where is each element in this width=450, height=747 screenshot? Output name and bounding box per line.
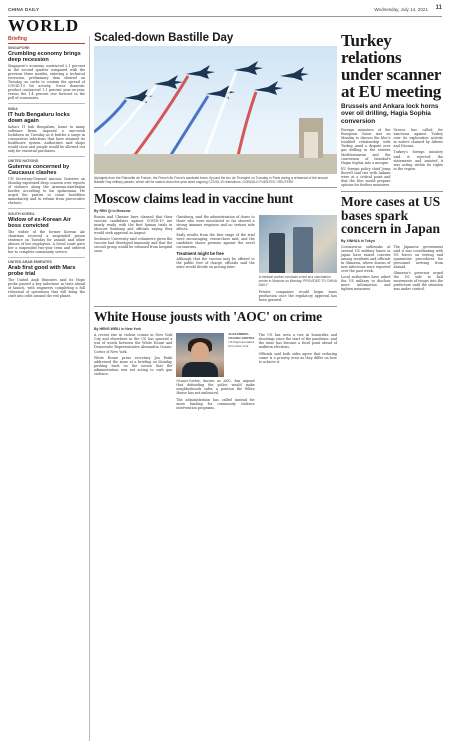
briefing-item	[8, 107, 85, 157]
moscow-subhead: Treatment might be free	[176, 250, 224, 256]
briefing-tag: Briefing	[8, 36, 85, 44]
briefing-headline: Crumbling economy brings deep recession	[8, 51, 81, 63]
paragraph: Local authorities have asked the US military to disclose more information and tighten measures.	[341, 275, 391, 292]
aoc-title: US Representative from New York	[228, 339, 255, 348]
whitehouse-body	[94, 333, 337, 411]
briefing-headline: Guterres concerned by Caucasus clashes	[8, 164, 70, 176]
briefing-divider	[8, 257, 85, 258]
whitehouse-byline: By HENG WEILI in New York	[94, 327, 141, 332]
photo-figure-body	[182, 362, 218, 377]
briefing-place: INDIA	[8, 106, 18, 111]
moscow-col-1	[94, 215, 172, 304]
page-number: 11	[435, 5, 442, 11]
briefing-place: UNITED NATIONS	[8, 159, 39, 163]
moscow-body	[94, 215, 337, 304]
briefing-body: The widow of the former Korean Air chairman received a suspended prison sentence on Tuesday for assault and other abuses of her employees. A Seoul court gave her a suspended two-year term and ordered her to complete community service.	[8, 229, 85, 254]
moscow-byline: By REN QI in Moscow	[94, 208, 131, 213]
briefing-item	[8, 212, 85, 258]
moscow-col-3	[259, 215, 337, 304]
aoc-name: ALEXANDRIA OCASIO-CORTEZ	[228, 332, 255, 341]
briefing-divider	[8, 156, 85, 157]
jets-photo	[94, 46, 337, 174]
briefing-divider	[8, 103, 85, 104]
paragraph: The US has seen a rise in homicides and shootings since the start of the pandemic, and the issue has become a focal point ahead of midterm elections.	[258, 333, 337, 350]
briefing-body: The United Arab Emirates said its Hope probe passed a key milestone in tests ahead of launch, with engineers completing a full rehearsal of operations that will bring the craft into orbit around the red planet.	[8, 278, 85, 298]
japan-byline: By XINHUA in Tokyo	[341, 238, 375, 243]
paragraph: Ocasio-Cortez, known as AOC, has argued that defunding the police would make neighborhoods safer, a position the White House has not embraced.	[176, 379, 255, 396]
briefing-body: Singapore's economy contracted 2.1 percent in the second quarter compared with the previous three months, entering a technical recession, preliminary data showed on Tuesday, as curbs to contain the spread of COVID-19 hit activity. Gross domestic product contracted 1.1 percent year-on-year, versus the 1.4 percent rise forecast in the poll of economists.	[8, 64, 85, 100]
japan-col-1	[341, 245, 391, 294]
turkey-col-2	[394, 128, 444, 189]
briefing-headline: Arab first good with Mars probe trial	[8, 265, 76, 277]
paragraph: A recent rise in violent crimes in New York City and elsewhere in the US has spurred a war of words between the White House and Democratic Representative Alexandria Ocasio-Cortez of New York.	[94, 333, 173, 354]
briefing-divider	[8, 208, 85, 209]
moscow-headline: Moscow claims lead in vaccine hunt	[94, 190, 294, 206]
turkey-col-1	[341, 128, 391, 189]
whitehouse-col-3	[259, 333, 337, 411]
whitehouse-col-1	[94, 333, 172, 411]
briefing-place: SOUTH KOREA	[8, 211, 35, 216]
aoc-photo	[176, 333, 224, 377]
paragraph: Greece has called for sanctions against Turkey over its exploration activity in waters claimed by Athens and Nicosia.	[393, 128, 443, 149]
paragraph: EU foreign policy chief Josep Borrell said ties with Ankara were at a critical point and that the bloc would prepare options for further measures.	[341, 166, 391, 187]
paragraph: The Japanese government said it was coordinating with US forces on testing and quarantine procedures for personnel arriving from abroad.	[393, 244, 443, 270]
paragraph: Early results from the first stage of the trial were encouraging, researchers said, and the candidate shows promise against the novel coronavirus.	[176, 232, 255, 249]
briefing-item	[8, 159, 85, 209]
divider	[94, 306, 337, 307]
paragraph: Sechenov University said volunteers given the vaccine had developed immunity and that the second group would be released from hospital soon.	[94, 236, 173, 253]
center-column	[94, 32, 337, 412]
divider	[94, 187, 337, 188]
paragraph: Officials said both sides agree that reducing crime is a priority even as they differ on how to achieve it.	[258, 351, 337, 364]
briefing-headline: Widow of ex-Korean Air boss convicted	[8, 216, 71, 229]
paragraph: Turkey's foreign ministry said it rejected the statements and insisted it was acting within its rights in the region.	[393, 150, 443, 171]
jets-illustration	[94, 46, 337, 174]
paragraph: Although that the vaccine may be offered to the public free of charge, officials said the state would decide on pricing later.	[176, 256, 255, 270]
briefing-place: SINGAPORE	[8, 46, 30, 50]
turkey-headline: Turkey relations under scanner at EU meeting	[341, 31, 441, 101]
vaccine-photo	[259, 215, 337, 273]
paragraph: Coronavirus outbreaks at several US military bases in Japan have raised concern among residents and officials in Okinawa, where dozens of new infections were reported over the past week.	[341, 244, 391, 274]
right-column	[341, 32, 443, 293]
whitehouse-col-2	[176, 333, 254, 411]
figure-shape	[269, 233, 285, 273]
paragraph: Okinawa's governor urged the US side to halt movements of troops into the prefecture until the situation was under control.	[393, 271, 443, 292]
masthead-logo: CHINA DAILY	[8, 7, 40, 12]
paragraph: The administration has called instead for more funding for community violence intervention programs.	[176, 397, 255, 410]
photo-figure-face	[191, 342, 209, 362]
briefing-place: UNITED ARAB EMIRATES	[8, 260, 52, 264]
moscow-col-2	[176, 215, 254, 304]
briefing-item	[8, 46, 85, 104]
japan-body	[341, 245, 443, 294]
vaccine-caption: A medical worker conducts a test at a vaccination centre in Moscow on Monday. PROVIDED TO CHINA DAILY	[258, 274, 337, 287]
whitehouse-headline: White House jousts with 'AOC' on crime	[94, 309, 322, 325]
paragraph: White House press secretary Jen Psaki addressed the issue at a briefing on Monday, pushing back on the notion that the administration was not acting to curb gun violence.	[94, 355, 173, 376]
turkey-deck: Brussels and Ankara lock horns over oil drilling, Hagia Sophia conversion	[341, 103, 439, 125]
briefing-item	[8, 260, 85, 298]
briefing-body: India's IT hub Bengaluru, home to many software firms, imposed a one-week lockdown on Tuesday as it battles a surge in coronavirus infections that have strained its healthcare system. Authorities said shops would close and people would be allowed out only for essential purchases.	[8, 124, 85, 153]
briefing-column	[8, 36, 90, 741]
paragraph: Private companies would begin mass production once the regulatory approval has been granted.	[258, 289, 337, 302]
paragraph: Gintsburg, said the administration of doses to those who were inoculated so far showed a strong immune response and no serious side effects.	[176, 214, 255, 231]
bastille-headline: Scaled-down Bastille Day	[94, 32, 234, 44]
japan-col-2	[394, 245, 444, 294]
japan-headline: More cases at US bases spark concern in Japan	[341, 194, 441, 237]
divider	[341, 191, 443, 192]
masthead-date: Wednesday, July 14, 2021	[374, 7, 428, 12]
briefing-body: UN Secretary-General Antonio Guterres on Monday expressed deep concern over reports of violence along the Armenia-Azerbaijan border, according to his spokesman. He urged the parties to cease hostilities immediately and to refrain from provocative rhetoric.	[8, 177, 85, 205]
section-title: WORLD	[8, 16, 80, 35]
paragraph: Foreign ministers of the European Union met on Monday to discuss the bloc's troubled relationship with Turkey, amid a dispute over gas drilling in the eastern Mediterranean and the conversion of Istanbul's Hagia Sophia into a mosque.	[341, 128, 391, 165]
paragraph: Russia and Ukraine have claimed that their vaccine candidates against COVID-19 are nearly ready, with the first human trials in Moscow finishing and officials saying they would seek approval in August.	[94, 214, 173, 235]
briefing-headline: IT hub Bengaluru locks down again	[8, 111, 70, 124]
turkey-body	[341, 128, 443, 189]
jets-caption: Alphajets from the Patrouille de France, the French Air Force's acrobatic team, fly past the Arc de Triomphe on Tuesday in Paris during a rehearsal of the annual Bastille Day military parade, which will be scaled down this year amid ongoing COVID-19 restrictions. GONZALO FUENTES / REUTERS	[94, 176, 328, 184]
figure-shape	[293, 227, 313, 273]
